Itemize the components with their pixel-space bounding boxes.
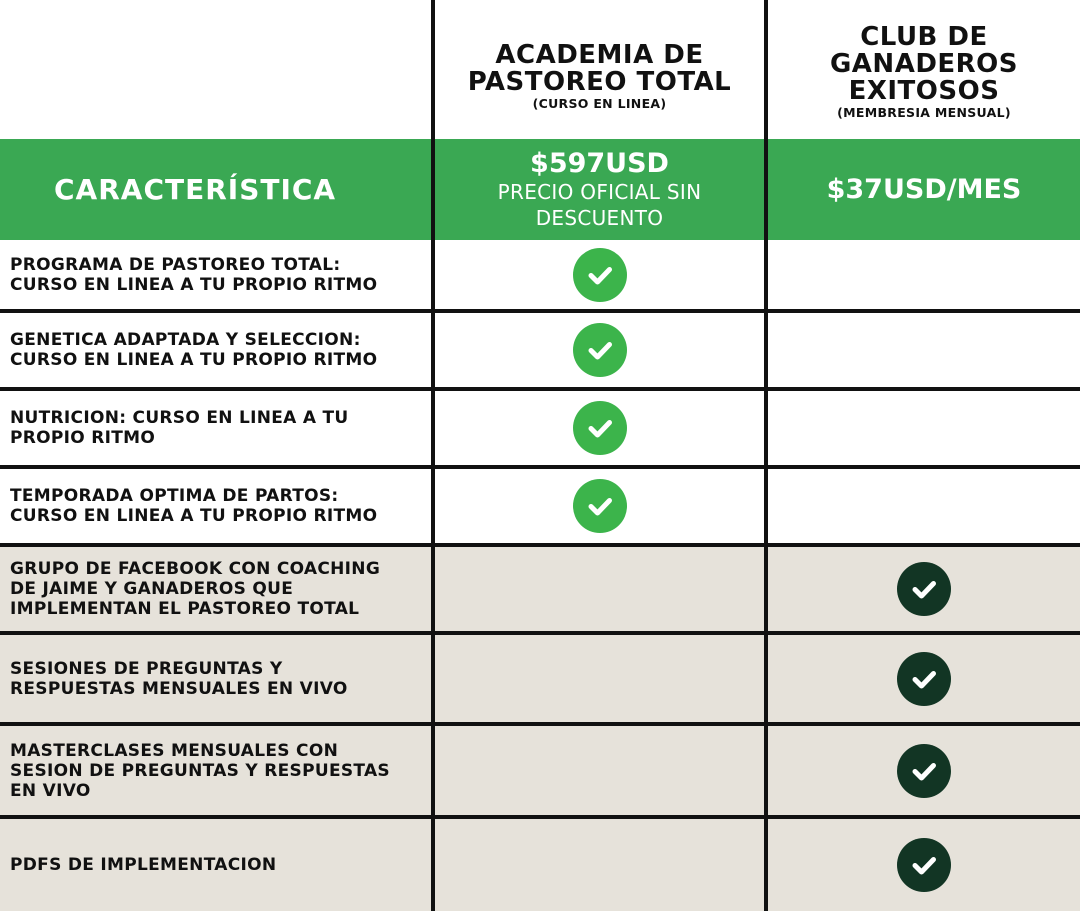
header-club xyxy=(768,0,1080,139)
feature-label-line: CURSO EN LINEA A TU PROPIO RITMO xyxy=(10,274,378,295)
academia-title-line1: ACADEMIA DE xyxy=(495,40,704,70)
academia-cell xyxy=(435,391,764,465)
feature-label-line: EN VIVO xyxy=(10,780,91,801)
feature-label-line: NUTRICION: CURSO EN LINEA A TU xyxy=(10,408,349,428)
header-empty-cell xyxy=(0,0,431,139)
academia-price: $597USD xyxy=(530,147,669,179)
feature-label xyxy=(0,547,431,631)
feature-label-line: TEMPORADA OPTIMA DE PARTOS: xyxy=(10,486,339,506)
checkmark-circle-icon xyxy=(573,323,627,377)
club-title-line3: EXITOSOS xyxy=(848,75,1000,106)
feature-label-line: GRUPO DE FACEBOOK CON COACHING xyxy=(10,559,381,579)
checkmark-circle-icon xyxy=(573,479,627,533)
feature-label-line: CURSO EN LINEA A TU PROPIO RITMO xyxy=(10,506,378,526)
feature-header-cell xyxy=(0,139,431,240)
feature-column-label: CARACTERÍSTICA xyxy=(54,173,337,206)
academia-cell xyxy=(435,726,764,815)
feature-label-line: DE JAIME Y GANADEROS QUE xyxy=(10,579,294,599)
academia-price-note-line2: DESCUENTO xyxy=(535,205,664,230)
club-cell xyxy=(768,469,1080,543)
header-academia xyxy=(435,0,764,139)
checkmark-circle-icon xyxy=(573,248,627,302)
academia-title-line2: PASTOREO TOTAL xyxy=(467,67,732,97)
checkmark-circle-icon xyxy=(897,652,951,706)
club-cell xyxy=(768,726,1080,815)
feature-label-line: CURSO EN LINEA A TU PROPIO RITMO xyxy=(10,350,378,370)
feature-label-line: PROGRAMA DE PASTOREO TOTAL: xyxy=(10,254,341,275)
feature-label xyxy=(0,469,431,543)
academia-price-note-line1: PRECIO OFICIAL SIN xyxy=(497,179,702,204)
academia-subtitle: (CURSO EN LINEA) xyxy=(532,96,667,111)
club-subtitle: (MEMBRESIA MENSUAL) xyxy=(837,104,1011,120)
feature-label-line: SESION DE PREGUNTAS Y RESPUESTAS xyxy=(10,760,390,781)
feature-label xyxy=(0,240,431,309)
feature-label-line: MASTERCLASES MENSUALES CON xyxy=(10,740,339,761)
club-cell xyxy=(768,240,1080,309)
club-title-line2: GANADEROS xyxy=(829,48,1019,79)
academia-price-cell xyxy=(435,139,764,240)
club-cell xyxy=(768,819,1080,911)
checkmark-circle-icon xyxy=(573,401,627,455)
feature-label xyxy=(0,726,431,815)
checkmark-circle-icon xyxy=(897,838,951,892)
feature-label xyxy=(0,313,431,387)
academia-cell xyxy=(435,240,764,309)
club-cell xyxy=(768,313,1080,387)
feature-label xyxy=(0,635,431,722)
checkmark-circle-icon xyxy=(897,744,951,798)
feature-label-line: RESPUESTAS MENSUALES EN VIVO xyxy=(10,678,348,699)
checkmark-circle-icon xyxy=(897,562,951,616)
club-cell xyxy=(768,547,1080,631)
club-price-cell xyxy=(768,139,1080,240)
academia-cell xyxy=(435,635,764,722)
club-title-line1: CLUB DE xyxy=(860,21,988,52)
academia-cell xyxy=(435,313,764,387)
feature-label xyxy=(0,391,431,465)
feature-label-line: IMPLEMENTAN EL PASTOREO TOTAL xyxy=(10,599,360,619)
feature-label-line: PROPIO RITMO xyxy=(10,428,156,448)
academia-cell xyxy=(435,547,764,631)
feature-label-line: SESIONES DE PREGUNTAS Y xyxy=(10,658,283,679)
club-cell xyxy=(768,635,1080,722)
club-price: $37USD/MES xyxy=(826,173,1022,205)
academia-cell xyxy=(435,819,764,911)
club-cell xyxy=(768,391,1080,465)
academia-cell xyxy=(435,469,764,543)
feature-label xyxy=(0,819,431,911)
feature-label-line: PDFS DE IMPLEMENTACION xyxy=(10,855,277,875)
feature-label-line: GENETICA ADAPTADA Y SELECCION: xyxy=(10,330,361,350)
